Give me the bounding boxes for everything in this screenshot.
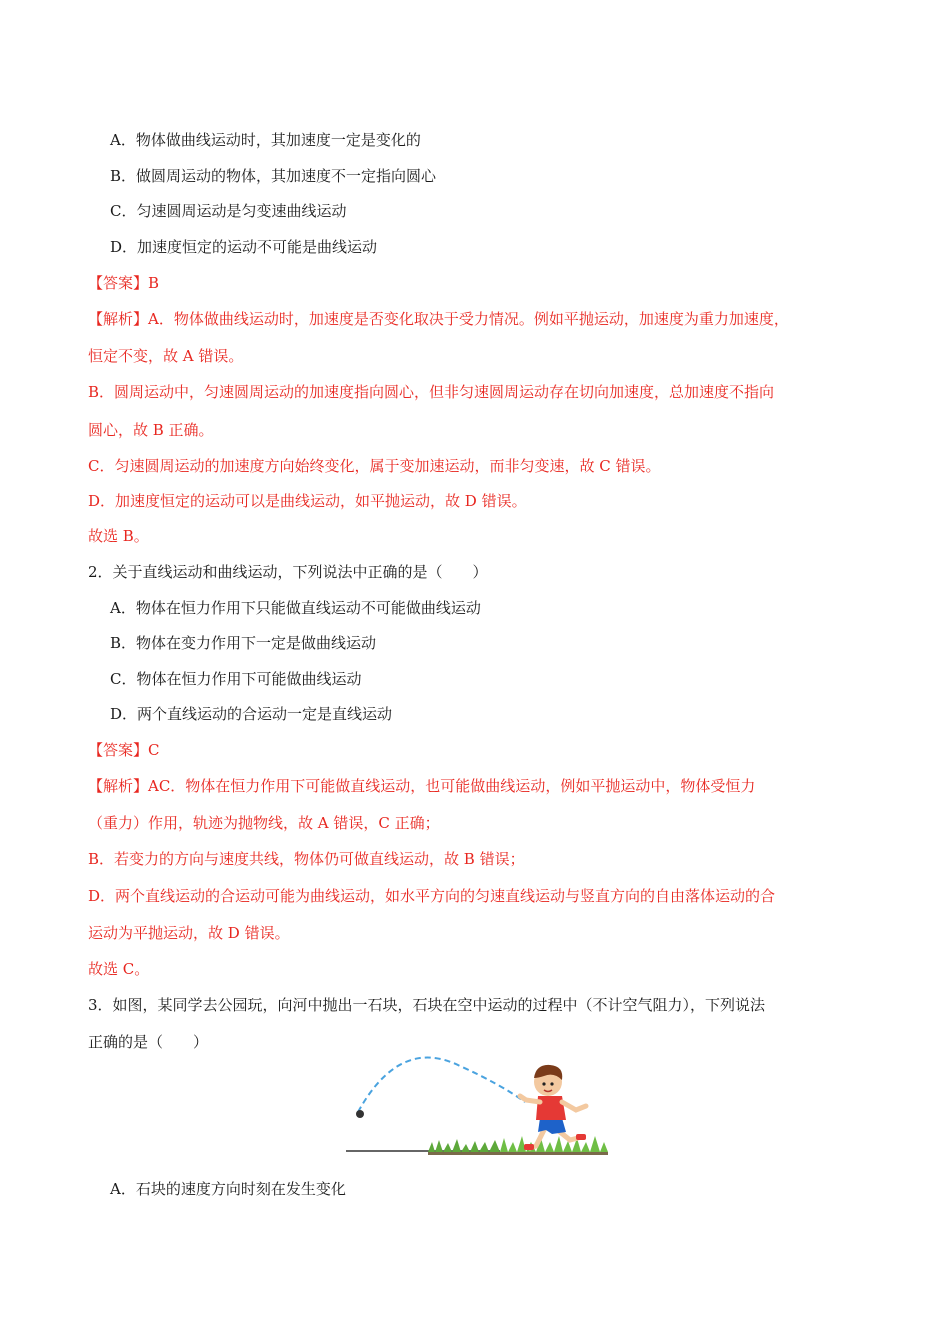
q3-stem-line: 3．如图，某同学去公园玩，向河中抛出一石块，石块在空中运动的过程中（不计空气阻力），下列说法: [88, 996, 766, 1014]
q3-stem-line: 正确的是（ ）: [88, 1033, 209, 1051]
boy-throwing-stone-illustration: [340, 1056, 610, 1160]
stone-icon: [356, 1110, 364, 1118]
q2-conclusion: 故选 C。: [88, 960, 150, 978]
q3-option-a: A．石块的速度方向时刻在发生变化: [110, 1180, 346, 1198]
q2-option-d: D．两个直线运动的合运动一定是直线运动: [110, 705, 393, 723]
q2-option-b: B．物体在变力作用下一定是做曲线运动: [110, 634, 377, 652]
q1-analysis-line: D．加速度恒定的运动可以是曲线运动，如平抛运动，故 D 错误。: [88, 492, 527, 510]
q1-analysis-line: 【解析】A．物体做曲线运动时，加速度是否变化取决于受力情况。例如平抛运动，加速度为重力加速度，: [88, 310, 789, 328]
q1-analysis-line: B．圆周运动中，匀速圆周运动的加速度指向圆心，但非匀速圆周运动存在切向加速度，总加速度不指向: [88, 383, 775, 401]
stone-trajectory: [358, 1058, 525, 1112]
q1-analysis-line: 圆心，故 B 正确。: [88, 421, 214, 439]
q2-analysis-line: B．若变力的方向与速度共线，物体仍可做直线运动，故 B 错误；: [88, 850, 525, 868]
q2-analysis-line: 【解析】AC．物体在恒力作用下可能做直线运动，也可能做曲线运动，例如平抛运动中，物体受恒力: [88, 777, 756, 795]
figure-svg: [340, 1056, 610, 1160]
q2-stem: 2．关于直线运动和曲线运动，下列说法中正确的是（ ）: [88, 563, 488, 581]
q2-analysis-line: D．两个直线运动的合运动可能为曲线运动，如水平方向的匀速直线运动与竖直方向的自由落体运动的合: [88, 887, 776, 905]
q1-option-d: D．加速度恒定的运动不可能是曲线运动: [110, 238, 378, 256]
q2-option-c: C．物体在恒力作用下可能做曲线运动: [110, 670, 362, 688]
q2-option-a: A．物体在恒力作用下只能做直线运动不可能做曲线运动: [110, 599, 481, 617]
q1-conclusion: 故选 B。: [88, 527, 149, 545]
q1-analysis-line: C．匀速圆周运动的加速度方向始终变化，属于变加速运动，而非匀变速，故 C 错误。: [88, 457, 661, 475]
q1-analysis-line: 恒定不变，故 A 错误。: [88, 347, 244, 365]
boy-icon: [520, 1065, 586, 1150]
q1-option-b: B．做圆周运动的物体，其加速度不一定指向圆心: [110, 167, 437, 185]
q1-answer: 【答案】B: [88, 274, 160, 292]
q1-option-c: C．匀速圆周运动是匀变速曲线运动: [110, 202, 347, 220]
q2-analysis-line: 运动为平抛运动，故 D 错误。: [88, 924, 290, 942]
q1-option-a: A．物体做曲线运动时，其加速度一定是变化的: [110, 131, 421, 149]
q2-answer: 【答案】C: [88, 741, 160, 759]
q2-analysis-line: （重力）作用，轨迹为抛物线，故 A 错误，C 正确；: [88, 814, 440, 832]
